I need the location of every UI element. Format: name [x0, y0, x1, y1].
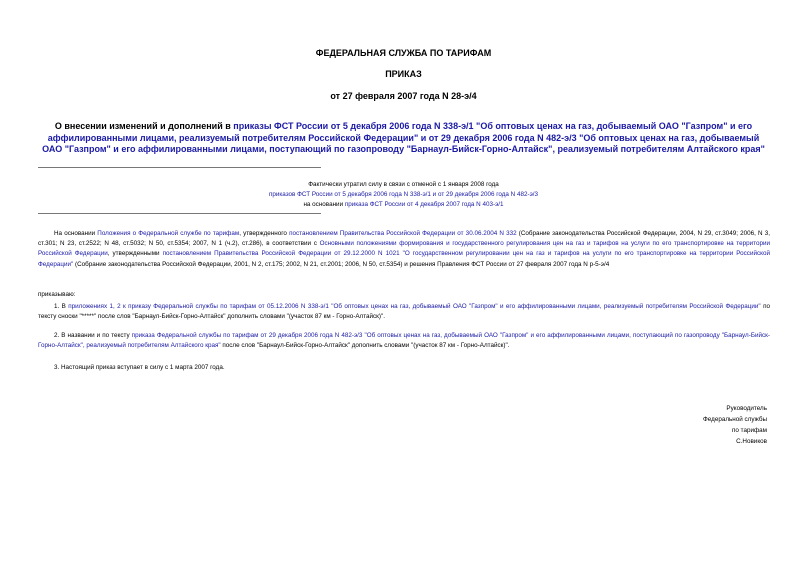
- signature-name: С.Новиков: [736, 438, 767, 445]
- signature-line2: Федеральной службы: [703, 416, 767, 423]
- link-order-482[interactable]: приказа Федеральной службы по тарифам от 29 декабря 2006 года N 482-э/3 "Об оптовых ценах на газ, добываемый ОАО "Газпром" и его аффилированными лицами, поступающий по газопроводу "Барнаул-Бийск-Горно-Алтайск", реализуемый потребителям Алтайского края": [38, 332, 770, 350]
- order-word: приказываю:: [38, 291, 76, 298]
- signature-line3: по тарифам: [731, 427, 767, 434]
- status-note-link-basis[interactable]: приказа ФСТ России от 4 декабря 2007 года N 403-э/1: [344, 201, 504, 208]
- title-link[interactable]: приказы ФСТ России от 5 декабря 2006 года N 338-э/1 "Об оптовых ценах на газ, добываемый ОАО "Газпром" и его аффилированными лицами, реализуемый потребителям Российской Федерации" и от 29 декабря 2006 года N 482-э/3 "Об оптовых ценах на газ, добываемый ОАО "Газпром" и его аффилированными лицами, поступающий по газопроводу "Барнаул-Бийск-Горно-Алтайск", реализуемый потребителям Алтайского края": [42, 121, 765, 154]
- p4-text2: после слов "Барнаул-Бийск-Горно-Алтайск" дополнить словами "(участок 87 км - Горно-Алтайск)".: [220, 342, 510, 350]
- title-prefix: О внесении изменений и дополнений в: [54, 121, 234, 131]
- p1-text1: На основании: [54, 230, 98, 237]
- link-regulation-fst[interactable]: Положения о Федеральной службе по тарифам: [97, 230, 240, 237]
- status-note-link-orders[interactable]: приказов ФСТ России от 5 декабря 2006 года N 338-э/1 и от 29 декабря 2006 года N 482-э/3: [268, 191, 539, 198]
- status-note-line2: [0, 190, 807, 200]
- item-1-paragraph: [38, 302, 770, 322]
- p4-text1: 2. В названии и по тексту: [54, 332, 132, 339]
- document-type-heading: ПРИКАЗ: [385, 69, 422, 79]
- divider-bottom: [38, 213, 321, 214]
- signature-line1: Руководитель: [726, 405, 767, 412]
- status-note-line3: [0, 200, 807, 210]
- agency-heading: ФЕДЕРАЛЬНАЯ СЛУЖБА ПО ТАРИФАМ: [315, 48, 492, 58]
- item-3-paragraph: 3. Настоящий приказ вступает в силу с 1 марта 2007 года.: [54, 364, 225, 371]
- status-note-prefix: на основании: [303, 201, 345, 208]
- p3-text2: по тексту сноски "*****" после слов "Барнаул-Бийск-Горно-Алтайск" дополнить словами "(участок 87 км - Горно-Алтайск)".: [38, 303, 770, 321]
- p1-text4: , утвержденными: [107, 250, 163, 258]
- divider-top: [38, 167, 321, 168]
- p1-text2: , утвержденного: [239, 230, 290, 237]
- link-appendices-338[interactable]: приложениях 1, 2 к приказу Федеральной службы по тарифам от 05.12.2006 N 338-э/1 "Об оптовых ценах на газ, добываемый ОАО "Газпром" и его аффилированными лицами, реализуемый потребителям Российской Федерации": [68, 303, 761, 310]
- p1-text3: (Собрание законодательства Российской Федерации, 2004, N 29, ст.3049; 2006, N 3, ст.301; N 23, ст.2522; N 48, ст.5032; N 50, ст.5354; 2007, N 1 (ч.2), ст.286), в соответствии с: [38, 230, 770, 248]
- preamble-paragraph: [38, 229, 770, 270]
- status-note-line1: Фактически утратил силу в связи с отменой с 1 января 2008 года: [308, 181, 499, 188]
- link-basic-provisions[interactable]: Основными положениями формирования и государственного регулирования цен на газ и тарифов на услуги по его транспортировке на территории Российской Федерации: [38, 240, 770, 258]
- p3-text1: 1. В: [54, 303, 69, 310]
- p1-text5: (Собрание законодательства Российской Федерации, 2001, N 2, ст.175; 2002, N 21, ст.2001; 2006, N 50, ст.5354) и решения Правления ФСТ России от 27 февраля 2007 года N р-5-э/4: [73, 260, 610, 268]
- document-title: [40, 121, 767, 156]
- item-2-paragraph: [38, 331, 770, 351]
- link-decree-332[interactable]: постановлением Правительства Российской Федерации от 30.06.2004 N 332: [289, 230, 517, 237]
- link-decree-1021[interactable]: постановлением Правительства Российской Федерации от 29.12.2000 N 1021 "О государственном регулировании цен на газ и тарифов на услуги по его транспортировке на территории Российской Федерации": [38, 250, 770, 268]
- document-date-number: от 27 февраля 2007 года N 28-э/4: [330, 91, 477, 101]
